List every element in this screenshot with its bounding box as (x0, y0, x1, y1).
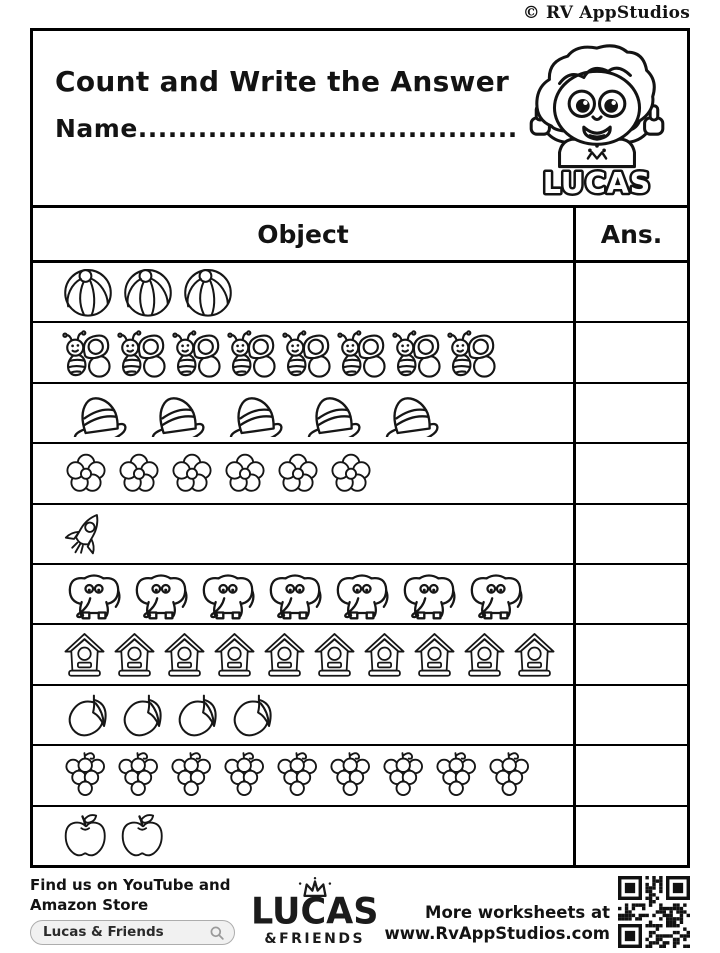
flower-icon (167, 448, 217, 498)
table-header-row (33, 208, 687, 263)
object-cell (33, 444, 576, 502)
rocket-icon (61, 509, 111, 559)
flower-icon (273, 448, 323, 498)
worksheet-table-body (33, 263, 687, 865)
table-row (33, 746, 687, 806)
table-row (33, 444, 687, 504)
mango-icon (171, 690, 225, 740)
answer-cell[interactable] (576, 807, 687, 865)
birdhouse-icon (111, 628, 158, 681)
grapes-icon (167, 748, 217, 802)
flower-icon (220, 448, 270, 498)
apple-icon (61, 812, 111, 860)
birdhouse-icon (161, 628, 208, 681)
hat-icon (217, 390, 291, 437)
grapes-icon (326, 748, 376, 802)
birdhouse-icon (411, 628, 458, 681)
grapes-icon (379, 748, 429, 802)
search-pill[interactable] (30, 920, 235, 945)
table-row (33, 625, 687, 685)
footer-find-us-block (30, 876, 245, 945)
worksheet-sheet (30, 28, 690, 868)
answer-cell[interactable] (576, 444, 687, 502)
object-cell (33, 746, 576, 804)
elephant-icon (262, 567, 328, 622)
copyright-text: © RV AppStudios (522, 3, 690, 23)
answer-cell[interactable] (576, 323, 687, 381)
answer-cell[interactable] (576, 625, 687, 683)
table-row (33, 505, 687, 565)
mango-icon (226, 690, 280, 740)
more-worksheets-line1: More worksheets at (425, 902, 610, 922)
footer (30, 876, 690, 950)
table-row (33, 263, 687, 323)
elephant-icon (61, 567, 127, 622)
mango-icon (116, 690, 170, 740)
logo-friends-text: &FRIENDS (264, 931, 366, 947)
flower-icon (326, 448, 376, 498)
logo-lucas-text: LUCAS (251, 890, 379, 933)
beach-ball-icon (61, 265, 115, 319)
table-row (33, 686, 687, 746)
grapes-icon (485, 748, 535, 802)
flower-icon (61, 448, 111, 498)
grapes-icon (220, 748, 270, 802)
object-cell (33, 323, 576, 381)
table-row (33, 384, 687, 444)
worksheet-header (33, 31, 687, 208)
answer-cell[interactable] (576, 384, 687, 442)
bee-icon (116, 327, 173, 379)
grapes-icon (114, 748, 164, 802)
birdhouse-icon (261, 628, 308, 681)
object-cell (33, 565, 576, 623)
birdhouse-icon (511, 628, 558, 681)
table-row (33, 565, 687, 625)
beach-ball-icon (181, 265, 235, 319)
hat-icon (295, 390, 369, 437)
grapes-icon (432, 748, 482, 802)
answer-cell[interactable] (576, 505, 687, 563)
bee-icon (281, 327, 338, 379)
bee-icon (391, 327, 448, 379)
hat-icon (373, 390, 447, 437)
more-worksheets-line2[interactable]: www.RvAppStudios.com (384, 924, 610, 943)
birdhouse-icon (211, 628, 258, 681)
elephant-icon (195, 567, 261, 622)
birdhouse-icon (361, 628, 408, 681)
answer-cell[interactable] (576, 565, 687, 623)
answer-cell[interactable] (576, 263, 687, 321)
object-cell (33, 807, 576, 865)
answer-column-header: Ans. (600, 219, 663, 249)
mango-icon (61, 690, 115, 740)
object-cell (33, 263, 576, 321)
footer-more-block (384, 876, 690, 948)
object-column-header: Object (33, 208, 576, 260)
name-field-line[interactable]: Name...................................... (55, 114, 518, 143)
bee-icon (171, 327, 228, 379)
lucas-friends-logo (251, 876, 378, 947)
object-cell (33, 505, 576, 563)
flower-icon (114, 448, 164, 498)
table-row (33, 323, 687, 383)
answer-cell[interactable] (576, 686, 687, 744)
search-pill-value: Lucas & Friends (43, 923, 164, 940)
hat-icon (61, 390, 135, 437)
hat-icon (139, 390, 213, 437)
object-cell (33, 686, 576, 744)
table-row (33, 807, 687, 865)
apple-icon (118, 812, 168, 860)
find-us-line2: Amazon Store (30, 895, 149, 914)
grapes-icon (273, 748, 323, 802)
object-cell (33, 384, 576, 442)
birdhouse-icon (61, 628, 108, 681)
search-icon (209, 925, 225, 941)
birdhouse-icon (461, 628, 508, 681)
object-cell (33, 625, 576, 683)
elephant-icon (329, 567, 395, 622)
lucas-mascot-illustration (521, 39, 673, 201)
bee-icon (336, 327, 393, 379)
qr-code (618, 876, 690, 948)
bee-icon (226, 327, 283, 379)
grapes-icon (61, 748, 111, 802)
page-title: Count and Write the Answer (55, 65, 510, 98)
answer-cell[interactable] (576, 746, 687, 804)
bee-icon (61, 327, 118, 379)
find-us-line1: Find us on YouTube and (30, 876, 231, 894)
elephant-icon (128, 567, 194, 622)
birdhouse-icon (311, 628, 358, 681)
elephant-icon (463, 567, 529, 622)
elephant-icon (396, 567, 462, 622)
bee-icon (446, 327, 503, 379)
mascot-badge-text: LUCAS (542, 166, 652, 200)
beach-ball-icon (121, 265, 175, 319)
